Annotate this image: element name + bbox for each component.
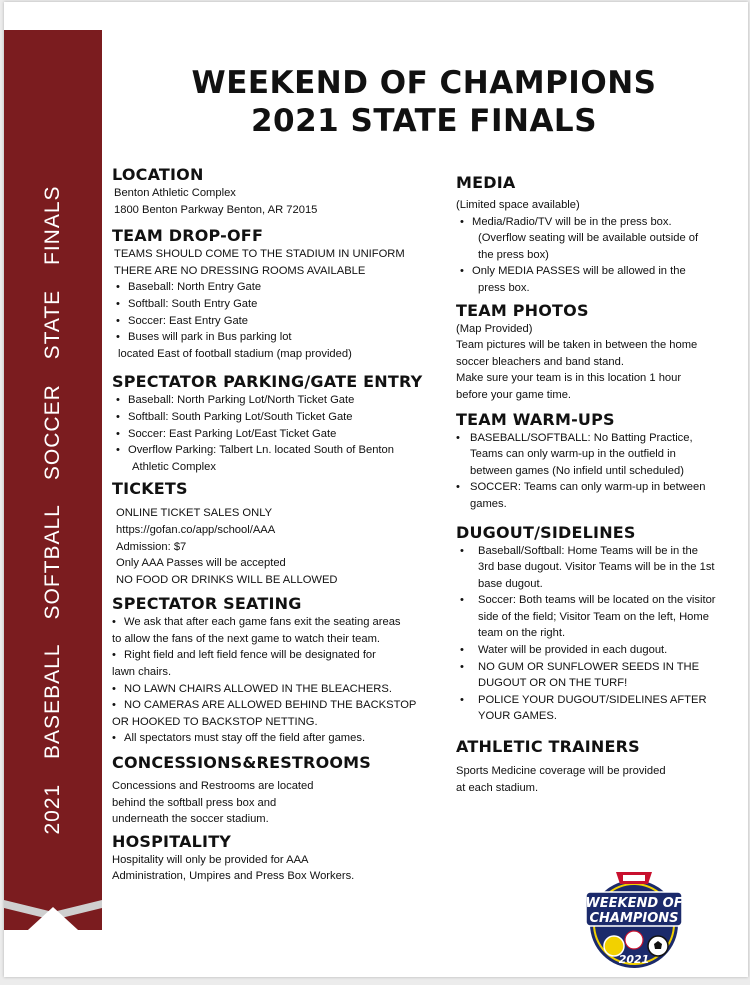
logo-line-2: CHAMPIONS bbox=[589, 911, 679, 926]
media-line: the press box) bbox=[478, 248, 549, 261]
seating-item: • All spectators must stay off the field after games. bbox=[112, 730, 432, 747]
trainers-line: Sports Medicine coverage will be provided bbox=[456, 765, 666, 778]
dugout-item: • NO GUM OR SUNFLOWER SEEDS IN THE bbox=[456, 659, 741, 676]
title-line-2: 2021 STATE FINALS bbox=[250, 103, 598, 139]
parking-item: • Baseball: North Parking Lot/North Ticket Gate bbox=[112, 392, 432, 409]
warmups-item: • SOCCER: Teams can only warm-up in between bbox=[456, 479, 741, 496]
concessions-line: behind the softball press box and bbox=[112, 796, 277, 809]
banner-text: 2021 BASEBALL SOFTBALL SOCCER STATE FINALS bbox=[41, 185, 64, 835]
media-heading: MEDIA bbox=[456, 173, 516, 192]
warmups-heading: TEAM WARM-UPS bbox=[456, 409, 615, 429]
photos-line: Make sure your team is in this location 1 hour bbox=[456, 372, 682, 385]
tickets-line: NO FOOD OR DRINKS WILL BE ALLOWED bbox=[116, 573, 338, 586]
dugout-line: base dugout. bbox=[478, 577, 543, 590]
dugout-item: • Soccer: Both teams will be located on the visitor bbox=[456, 592, 741, 609]
media-item: • Only MEDIA PASSES will be allowed in the bbox=[456, 263, 741, 280]
dugout-line: YOUR GAMES. bbox=[478, 710, 557, 723]
seating-item: • Right field and left field fence will be designated for bbox=[112, 647, 432, 664]
dugout-item: • POLICE YOUR DUGOUT/SIDELINES AFTER bbox=[456, 692, 741, 709]
dropoff-heading: TEAM DROP-OFF bbox=[112, 226, 264, 246]
dugout-section bbox=[456, 523, 741, 726]
dugout-line: DUGOUT OR ON THE TURF! bbox=[478, 677, 628, 690]
concessions-line: Concessions and Restrooms are located bbox=[112, 780, 314, 793]
dropoff-section bbox=[112, 226, 432, 362]
side-banner bbox=[4, 30, 102, 930]
media-sub: (Limited space available) bbox=[456, 199, 580, 211]
tickets-heading: TICKETS bbox=[112, 479, 188, 499]
logo-line-1: WEEKEND OF bbox=[585, 896, 683, 911]
seating-section bbox=[112, 594, 432, 747]
photos-section bbox=[456, 301, 741, 404]
media-item: • Media/Radio/TV will be in the press box. bbox=[456, 214, 741, 231]
photos-line: soccer bleachers and band stand. bbox=[456, 355, 624, 368]
dugout-item: • Baseball/Softball: Home Teams will be in the bbox=[456, 543, 741, 560]
left-column bbox=[112, 165, 432, 889]
seating-item: • NO CAMERAS ARE ALLOWED BEHIND THE BACKSTOP bbox=[112, 697, 432, 714]
hospitality-line: Hospitality will only be provided for AAA bbox=[112, 853, 309, 866]
seating-line: OR HOOKED TO BACKSTOP NETTING. bbox=[112, 715, 318, 728]
trainers-heading: ATHLETIC TRAINERS bbox=[456, 737, 640, 757]
logo-stripe bbox=[623, 875, 645, 881]
logo-year: 2021 bbox=[618, 953, 650, 966]
flyer-page bbox=[4, 2, 748, 977]
parking-section bbox=[112, 372, 432, 475]
photos-line: Team pictures will be taken in between the home bbox=[456, 339, 698, 352]
page-title bbox=[114, 64, 734, 140]
trainers-section bbox=[456, 737, 741, 796]
dugout-line: team on the right. bbox=[478, 627, 566, 640]
warmups-item: • BASEBALL/SOFTBALL: No Batting Practice, bbox=[456, 430, 741, 447]
right-column bbox=[456, 173, 741, 800]
concessions-heading: CONCESSIONS&RESTROOMS bbox=[112, 753, 372, 773]
seating-line: lawn chairs. bbox=[112, 666, 172, 679]
warmups-section bbox=[456, 410, 741, 513]
media-line: (Overflow seating will be available outside of bbox=[478, 232, 699, 245]
tickets-line: ONLINE TICKET SALES ONLY bbox=[116, 507, 273, 520]
location-line: 1800 Benton Parkway Benton, AR 72015 bbox=[114, 203, 318, 216]
dugout-line: side of the field; Visitor Team on the left, Home bbox=[478, 610, 709, 623]
seating-item: • We ask that after each game fans exit the seating areas bbox=[112, 614, 432, 631]
dugout-item: • Water will be provided in each dugout. bbox=[456, 642, 741, 659]
parking-item: • Overflow Parking: Talbert Ln. located South of Benton bbox=[112, 442, 432, 459]
seating-heading: SPECTATOR SEATING bbox=[112, 594, 302, 614]
media-line: press box. bbox=[478, 281, 530, 294]
concessions-line: underneath the soccer stadium. bbox=[112, 813, 269, 826]
banner-notch bbox=[4, 907, 102, 952]
location-heading: LOCATION bbox=[112, 165, 204, 184]
hospitality-section bbox=[112, 832, 432, 885]
photos-heading: TEAM PHOTOS bbox=[456, 300, 589, 320]
title-line-1: WEEKEND OF CHAMPIONS bbox=[191, 65, 657, 101]
location-section bbox=[112, 165, 432, 218]
dropoff-item: • Baseball: North Entry Gate bbox=[112, 279, 432, 296]
tickets-line: Admission: $7 bbox=[116, 540, 187, 553]
warmups-line: between games (No infield until scheduled) bbox=[470, 464, 684, 477]
location-line: Benton Athletic Complex bbox=[114, 187, 236, 199]
weekend-of-champions-logo bbox=[576, 862, 692, 970]
parking-item: • Softball: South Parking Lot/South Ticket Gate bbox=[112, 409, 432, 426]
dugout-heading: DUGOUT/SIDELINES bbox=[456, 522, 636, 542]
dropoff-item: • Soccer: East Entry Gate bbox=[112, 313, 432, 330]
seating-line: to allow the fans of the next game to watch their team. bbox=[112, 632, 381, 645]
photos-line: before your game time. bbox=[456, 388, 572, 401]
dropoff-tail: located East of football stadium (map provided) bbox=[118, 347, 352, 360]
baseball-icon bbox=[625, 931, 643, 949]
parking-tail: Athletic Complex bbox=[132, 460, 216, 473]
tickets-link[interactable]: https://gofan.co/app/school/AAA bbox=[116, 523, 276, 536]
media-section bbox=[456, 173, 741, 297]
parking-item: • Soccer: East Parking Lot/East Ticket Gate bbox=[112, 426, 432, 443]
concessions-section bbox=[112, 753, 432, 828]
warmups-line: games. bbox=[470, 497, 507, 510]
dropoff-line: TEAMS SHOULD COME TO THE STADIUM IN UNIFORM bbox=[114, 248, 405, 261]
tickets-line: Only AAA Passes will be accepted bbox=[116, 557, 286, 570]
dugout-line: 3rd base dugout. Visitor Teams will be in the 1st bbox=[478, 561, 715, 574]
tickets-section bbox=[112, 479, 432, 588]
parking-heading: SPECTATOR PARKING/GATE ENTRY bbox=[112, 372, 423, 392]
hospitality-line: Administration, Umpires and Press Box Workers. bbox=[112, 870, 355, 883]
warmups-line: Teams can only warm-up in the outfield in bbox=[470, 448, 676, 461]
seating-item: • NO LAWN CHAIRS ALLOWED IN THE BLEACHERS. bbox=[112, 681, 432, 698]
dropoff-line: THERE ARE NO DRESSING ROOMS AVAILABLE bbox=[114, 264, 366, 277]
hospitality-heading: HOSPITALITY bbox=[112, 831, 232, 851]
dropoff-item: • Softball: South Entry Gate bbox=[112, 296, 432, 313]
photos-line: (Map Provided) bbox=[456, 322, 533, 335]
trainers-line: at each stadium. bbox=[456, 781, 539, 794]
dropoff-item: • Buses will park in Bus parking lot bbox=[112, 329, 432, 346]
